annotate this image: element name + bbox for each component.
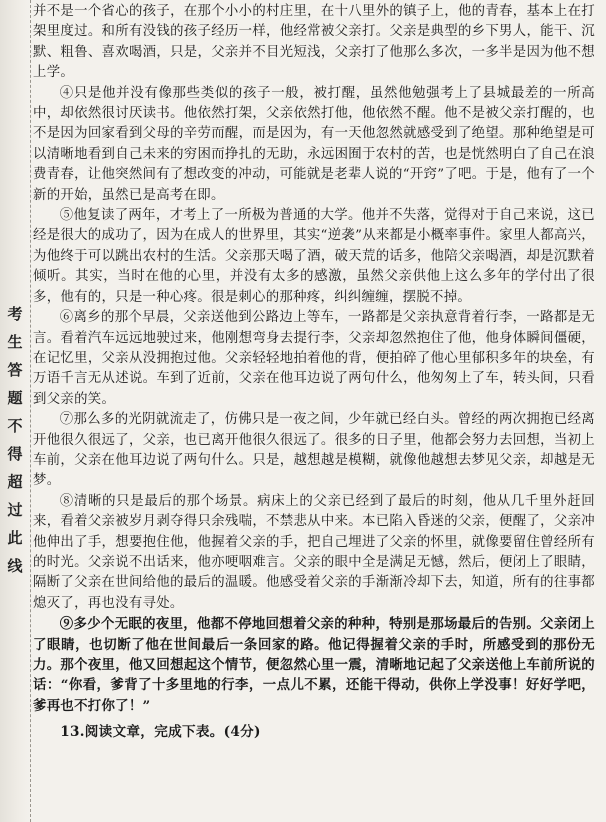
question-13: 13.阅读文章，完成下表。(4分) <box>60 724 261 741</box>
seal-char: 不 <box>7 417 23 435</box>
seal-char: 过 <box>7 501 23 519</box>
seal-char: 得 <box>7 445 23 463</box>
paragraph-6: ⑥离乡的那个早晨，父亲送他到公路边上等车，一路都是父亲执意背着行李，一路都是无言。看着汽车远远地驶过来，他刚想弯身去提行李，父亲却忽然抱住了他，他身体瞬间僵硬，在记忆里，父亲从没拥抱过他。父亲轻轻地拍着他的背，便拍碎了他心里郁积多年的块垒，有万语千言无从述说。车到了近前，父亲在他耳边说了两句什么，他匆匆上了车，转头间，只看到父亲的笑。 <box>33 310 595 407</box>
seal-char: 题 <box>7 389 23 407</box>
seal-char: 超 <box>7 473 23 491</box>
seal-char: 线 <box>7 557 23 575</box>
paragraph-5: ⑤他复读了两年，才考上了一所极为普通的大学。他并不失落，觉得对于自己来说，这已经是很大的成功了，因为在成人的世界里，其实“逆袭”从来都是小概率事件。家里人都高兴，为他终于可以跳出农村的生活。父亲那天喝了酒，破天荒的话多，他陪父亲喝酒，却是沉默着倾听。其实，当时在他的心里，并没有太多的感激，虽然父亲供他上这么多年的学付出了很多，他有的，只是一种心疼。很是刺心的那种疼，纠纠缠缠，摆脱不掉。 <box>33 208 595 305</box>
paragraph-continued: 并不是一个省心的孩子，在那个小小的村庄里，在十八里外的镇子上，他的青春，基本上在打架里度过。和所有没钱的孩子经历一样，他经常被父亲打。父亲是典型的乡下男人，能干、沉默、粗鲁、喜欢喝酒，只是，父亲并不目光短浅，父亲打了他那么多次，一多半是因为他不想上学。 <box>33 4 595 81</box>
seal-char: 考 <box>7 305 23 323</box>
paragraph-9: ⑨多少个无眠的夜里，他都不停地回想着父亲的种种，特别是那场最后的告别。父亲闭上了眼睛，也切断了他在世间最后一条回家的路。他记得握着父亲的手时，所感受到的那份无力。那个夜里，他又回想起这个情节，便忽然心里一震，清晰地记起了父亲送他上车前所说的话：“你看，爹背了十多里地的行李，一点儿不累，还能干得动，供你上学没事！好好学吧，爹再也不打你了！” <box>33 616 595 714</box>
paragraph-7: ⑦那么多的光阴就流走了，仿佛只是一夜之间，少年就已经白头。曾经的两次拥抱已经离开他很久很远了，父亲，也已离开他很久很远了。很多的日子里，他都会努力去回想，当初上车前，父亲在他耳边说了两句什么。只是，越想越是模糊，就像他越想去梦见父亲，却越是无梦。 <box>33 412 595 489</box>
binding-margin <box>0 0 30 822</box>
seal-char: 此 <box>7 529 23 547</box>
seal-char: 答 <box>7 361 23 379</box>
seal-char: 生 <box>7 333 23 351</box>
article-body <box>33 2 595 743</box>
paragraph-4: ④只是他并没有像那些类似的孩子一般，被打醒，虽然他勉强考上了县城最差的一所高中，却依然很讨厌读书。他依然打架，父亲依然打他，他依然不醒。他不是被父亲打醒的，也不是因为回家看到父母的辛劳而醒，而是因为，有一天他忽然就感受到了绝望。那种绝望是可以清晰地看到自己未来的穷困而挣扎的无助，永远困囿于农村的苦，也是恍然明白了自己在浪费青春，让他突然间有了想改变的冲动，可能就是老辈人说的“开窍”了吧。于是，他有了一个新的开始，虽然已是高考在即。 <box>33 85 595 203</box>
seal-line-notice <box>2 300 28 580</box>
paragraph-8: ⑧清晰的只是最后的那个场景。病床上的父亲已经到了最后的时刻，他从几千里外赶回来，看着父亲被岁月剥夺得只余残喘，不禁悲从中来。本已陷入昏迷的父亲，便醒了，父亲冲他伸出了手，想要抱住他，他握着父亲的手，把自己埋进了父亲的怀里，就像要留住曾经所有的时光。父亲说不出话来，他亦哽咽难言。父亲的眼中全是满足无憾，然后，便闭上了眼睛，隔断了父亲在世间给他的最后的温暖。他感受着父亲的手渐渐冷却下去，知道，所有的往事都熄灭了，再也没有寻处。 <box>33 493 595 611</box>
seal-dashed-line <box>30 0 31 822</box>
